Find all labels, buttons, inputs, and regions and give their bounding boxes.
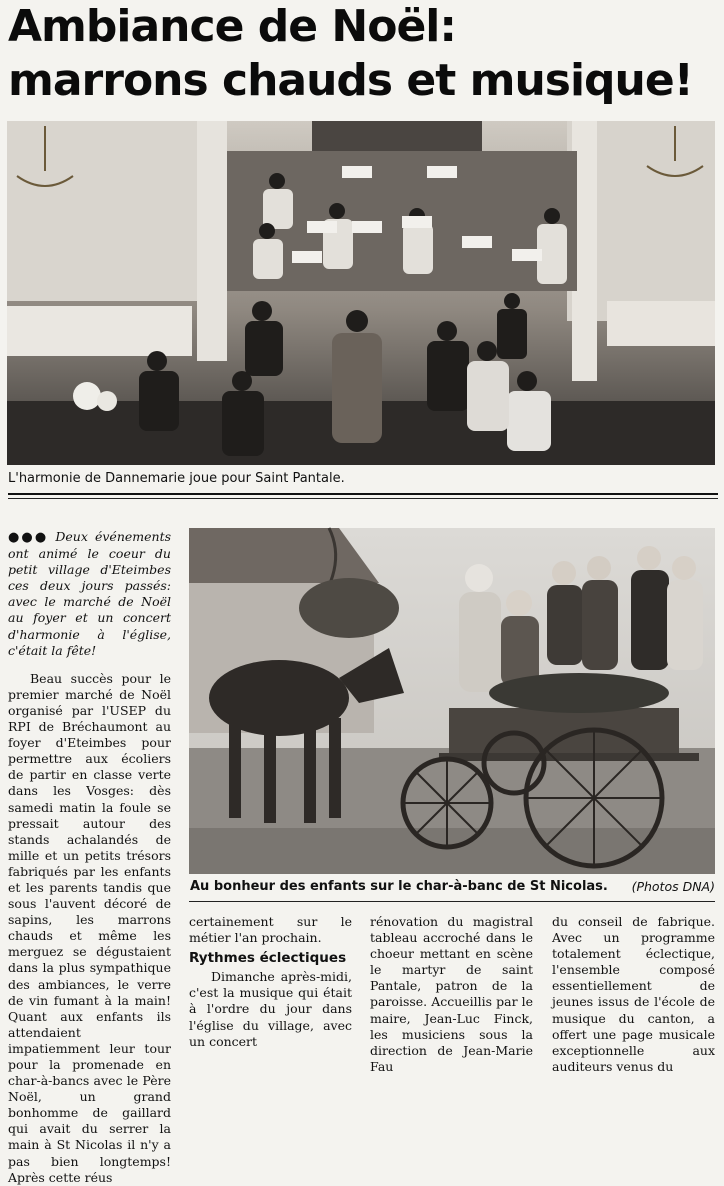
- article-column-3-text: rénovation du magistral tableau accroché dans le choeur mettant en scène le martyr de saint Pantale, patron de la paroisse. Accueillis par le maire, Jean-Luc Finck, les musiciens sous la direction de Jean-Marie Fau: [370, 914, 533, 1074]
- article-lead-text: Deux événements ont animé le coeur du petit village d'Eteimbes ces deux jours passés: avec le marché de Noël au foyer et un concert d'harmonie à l'église, c'était la fête!: [8, 529, 172, 658]
- headline: [8, 0, 718, 108]
- headline-line-1: Ambiance de Noël:: [8, 1, 456, 52]
- carriage-caption-text: Au bonheur des enfants sur le char-à-banc de St Nicolas.: [190, 879, 608, 894]
- carriage-photo: [189, 528, 715, 874]
- article-paragraph-1: Beau succès pour le premier marché de Noël organisé par l'USEP du RPI de Bréchaumont au foyer d'Eteimbes pour permettre aux écoliers de partir en classe verte dans les Vosges: dès samedi matin la foule se pressait autour des stands achalandés de mille et un petits trésors fabriqués par les enfants et les parents tandis que sous l'auvent décoré de sapins, les marrons chauds et même les merguez se dégustaient dans la plus sympathique des ambiances, le verre de vin fumant à la main! Quant aux enfants ils attendaient impatiemment leur tour pour la promenade en char-à-bancs avec le Père Noël, un grand bonhomme de gaillard qui avait du serrer la main à St Nicolas il n'y a pas bien longtemps! Après cette réus: [8, 670, 171, 1185]
- article-column-4: [552, 914, 715, 1074]
- article-column-1: [8, 529, 172, 1185]
- article-column-2-text: Dimanche après-midi, c'est la musique qui était à l'ordre du jour dans l'église du village, avec un concert: [189, 969, 352, 1049]
- article-lead: [8, 529, 171, 659]
- photo-credit: (Photos DNA): [631, 879, 715, 894]
- headline-line-2: marrons chauds et musique!: [8, 55, 693, 106]
- article-column-4-text: du conseil de fabrique. Avec un programme totalement éclectique, l'ensemble composé essentiellement de jeunes issus de l'école de musique du canton, a offert une page musicale exceptionnelle aux auditeurs venus du: [552, 914, 715, 1074]
- bullet-marker: ●●●: [8, 530, 49, 545]
- concert-photo: [7, 121, 715, 465]
- article-column-2: [189, 914, 352, 1049]
- article-column-3: [370, 914, 533, 1074]
- concert-photo-caption: L'harmonie de Dannemarie joue pour Saint Pantale.: [8, 471, 345, 486]
- article-column-2-top: certainement sur le métier l'an prochain.: [189, 914, 352, 946]
- subhead-rythmes: Rythmes éclectiques: [189, 950, 347, 967]
- carriage-photo-caption: [190, 879, 715, 894]
- section-divider-thin: [8, 498, 718, 499]
- caption-divider: [189, 901, 715, 902]
- section-divider: [8, 493, 718, 495]
